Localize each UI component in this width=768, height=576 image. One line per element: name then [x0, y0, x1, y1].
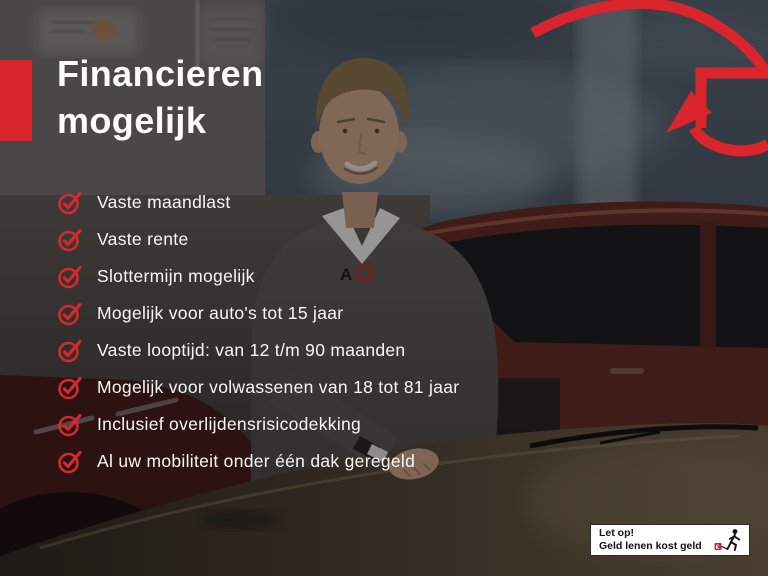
benefit-label: Slottermijn mogelijk: [97, 266, 255, 286]
walking-person-glyph: [728, 529, 740, 550]
benefit-label: Vaste maandlast: [97, 192, 231, 212]
credit-warning-line1: Let op!: [599, 526, 634, 539]
benefit-item: [57, 301, 459, 326]
benefit-label: Al uw mobiliteit onder één dak geregeld: [97, 451, 416, 471]
brand-arc-arrow-logo: [528, 0, 768, 170]
check-circle-icon: [57, 264, 83, 290]
accent-bar: [0, 60, 32, 141]
benefit-label: Vaste rente: [97, 229, 189, 249]
credit-warning-text: [599, 527, 711, 553]
check-circle-icon: [57, 190, 83, 216]
benefit-label: Mogelijk voor volwassenen van 18 tot 81 jaar: [97, 377, 460, 397]
benefit-item: [57, 412, 459, 437]
benefit-label: Inclusief overlijdensrisicodekking: [97, 414, 362, 434]
benefit-item: [57, 190, 459, 215]
benefit-item: [57, 375, 459, 400]
page-title: [57, 50, 263, 144]
benefit-item: [57, 449, 459, 474]
benefit-item: [57, 338, 459, 363]
check-circle-icon: [57, 227, 83, 253]
benefit-item: [57, 227, 459, 252]
check-circle-icon: [57, 301, 83, 327]
credit-warning-badge: [590, 524, 750, 556]
benefits-list: [57, 190, 459, 474]
check-circle-icon: [57, 412, 83, 438]
check-circle-icon: [57, 449, 83, 475]
benefit-item: [57, 264, 459, 289]
benefit-label: Mogelijk voor auto's tot 15 jaar: [97, 303, 344, 323]
credit-warning-line2: Geld lenen kost geld: [599, 540, 702, 552]
svg-text:€: €: [715, 544, 720, 551]
page-title-line2: mogelijk: [57, 100, 207, 141]
check-circle-icon: [57, 338, 83, 364]
credit-cost-warning-icon: [714, 528, 744, 552]
check-circle-icon: [57, 375, 83, 401]
page-title-line1: Financieren: [57, 53, 264, 94]
benefit-label: Vaste looptijd: van 12 t/m 90 maanden: [97, 340, 406, 360]
